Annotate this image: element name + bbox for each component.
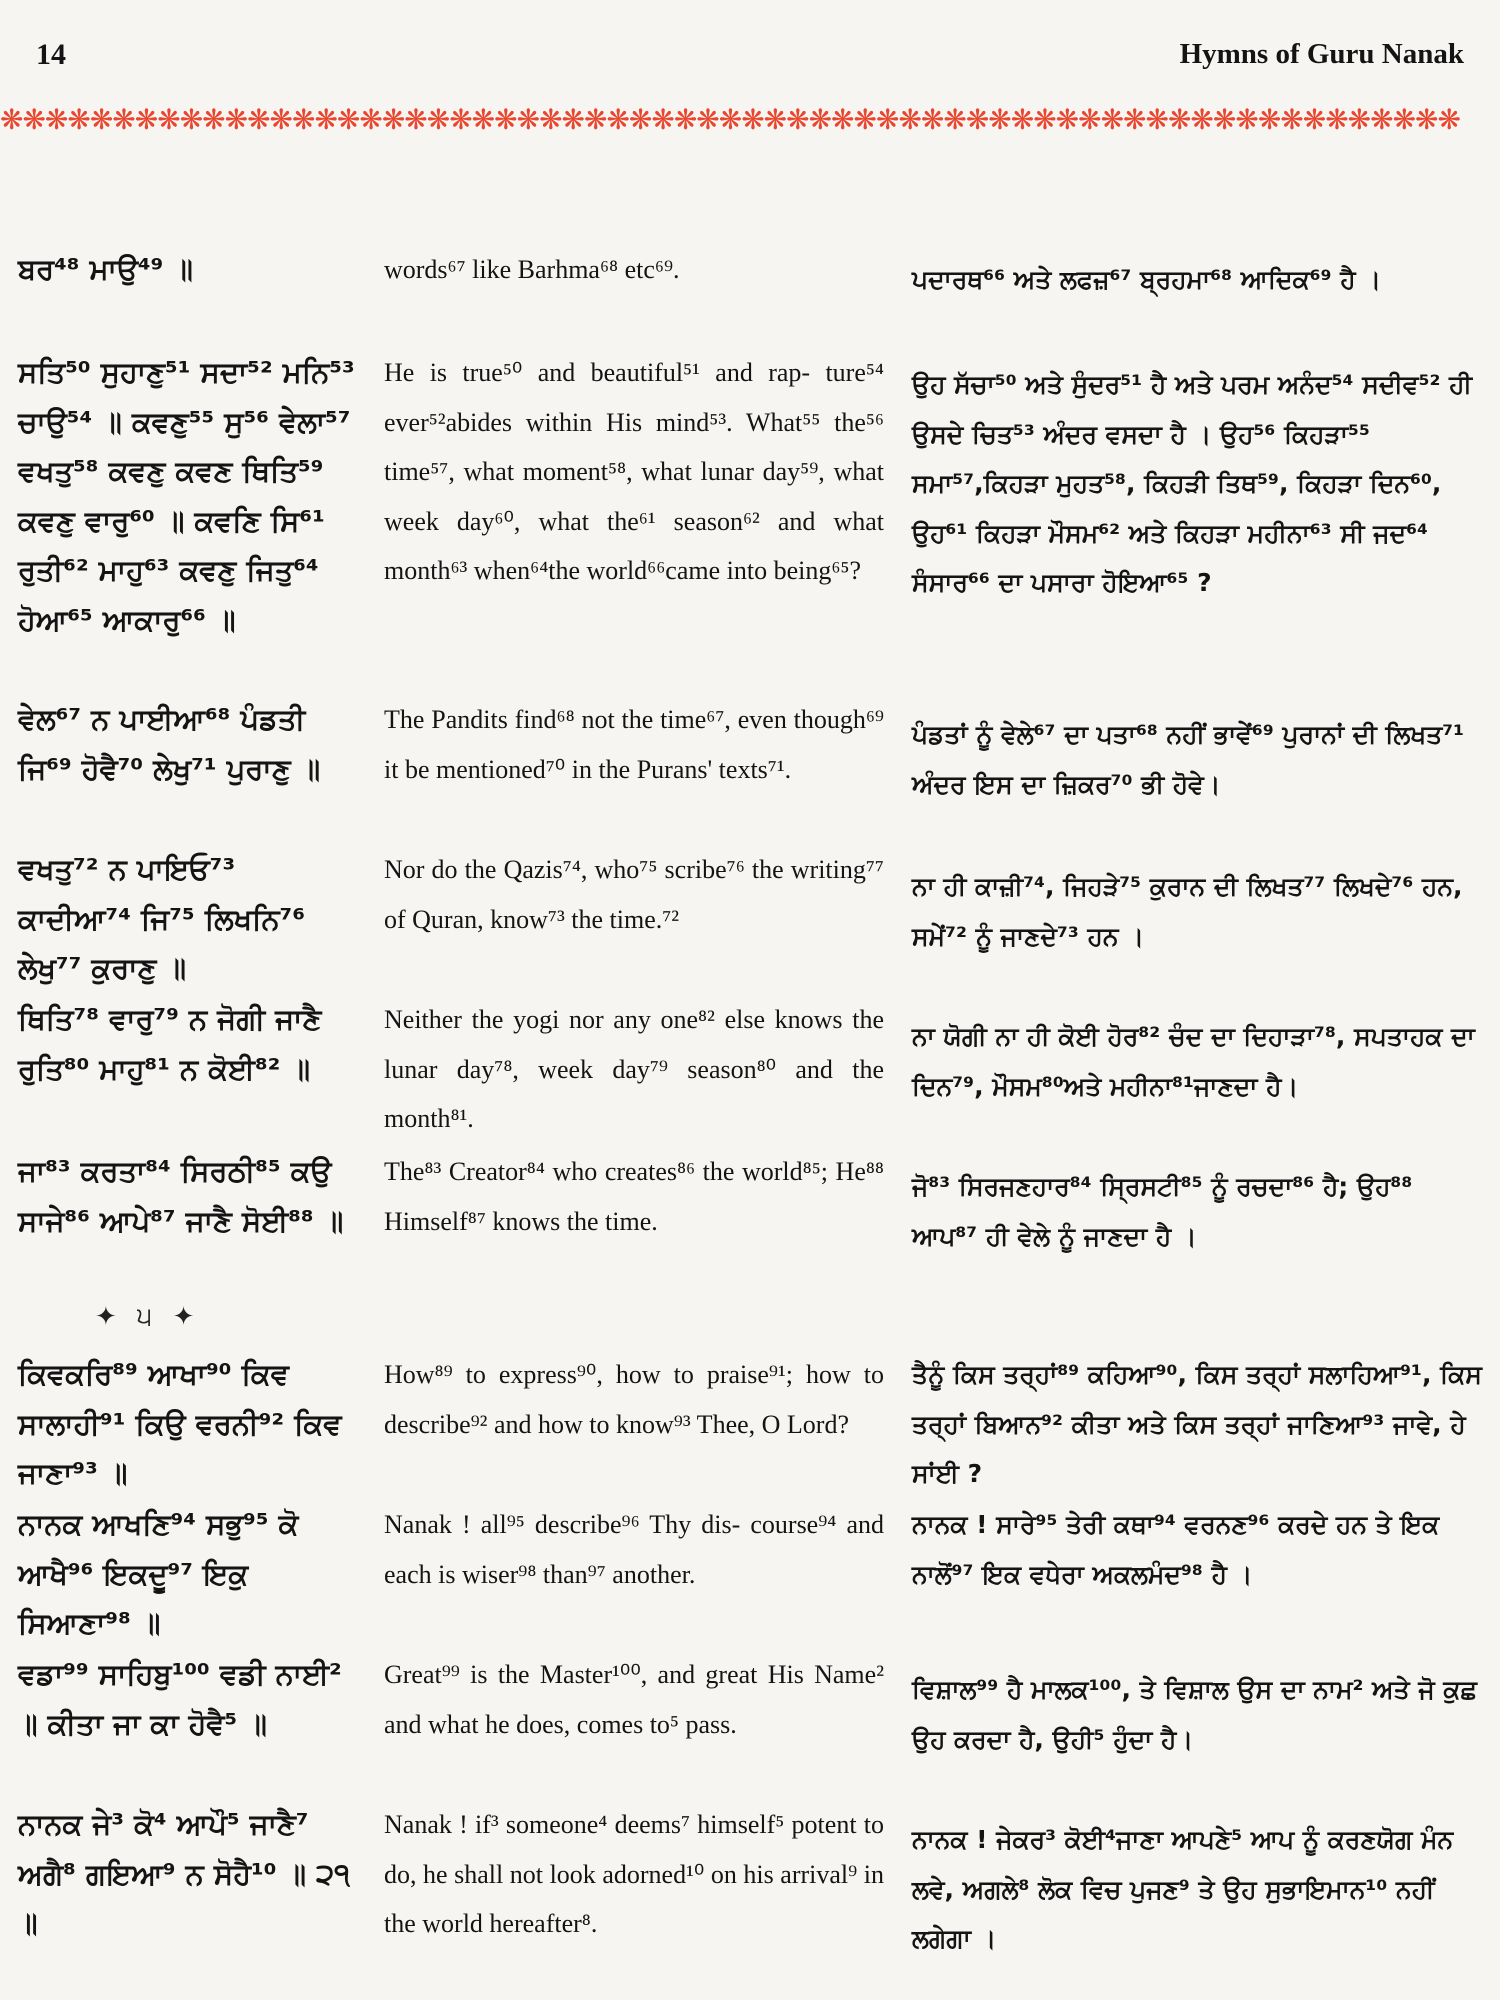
gurmukhi-verse: ਕਿਵਕਰਿ⁸⁹ ਆਖਾ⁹⁰ ਕਿਵ ਸਾਲਾਹੀ⁹¹ ਕਿਉ ਵਰਨੀ⁹² ਕਿਵ ਜਾਣਾ⁹³ ॥ (18, 1357, 342, 1490)
punjabi-explanation: ਪਦਾਰਥ⁶⁶ ਅਤੇ ਲਫਜ਼⁶⁷ ਬ੍ਰਹਮਾ⁶⁸ ਆਦਿਕ⁶⁹ ਹੈ । (912, 265, 1382, 294)
punjabi-explanation: ਤੈਨੂੰ ਕਿਸ ਤਰ੍ਹਾਂ⁸⁹ ਕਹਿਆ⁹⁰, ਕਿਸ ਤਰ੍ਹਾਂ ਸਲਾਹਿਆ⁹¹, ਕਿਸ ਤਰ੍ਹਾਂ ਬਿਆਨ⁹² ਕੀਤਾ ਅਤੇ ਕਿਸ ਤਰ੍ਹਾਂ ਜਾਣਿਆ⁹³ ਜਾਵੇ, ਹੇ ਸਾਂਈ ? (912, 1360, 1482, 1488)
punjabi-explanation: ਨਾਨਕ ! ਜੇਕਰ³ ਕੋਈ⁴ਜਾਣਾ ਆਪਣੇ⁵ ਆਪ ਨੂੰ ਕਰਣਯੋਗ ਮੰਨ ਲਵੇ, ਅਗਲੇ⁸ ਲੋਕ ਵਿਚ ਪੁਜਣ⁹ ਤੇ ਉਹ ਸੁਭਾਇਮਾਨ¹⁰ ਨਹੀਂ ਲਗੇਗਾ । (912, 1825, 1454, 1953)
gurmukhi-verse: ਵੇਲ⁶⁷ ਨ ਪਾਈਆ⁶⁸ ਪੰਡਤੀ ਜਿ⁶⁹ ਹੋਵੈ⁷⁰ ਲੇਖੁ⁷¹ ਪੁਰਾਣੁ ॥ (18, 702, 321, 786)
running-title: Hymns of Guru Nanak (1179, 38, 1464, 70)
gurmukhi-verse: ਬਰ⁴⁸ ਮਾਉ⁴⁹ ॥ (18, 252, 193, 286)
english-translation: The Pandits find⁶⁸ not the time⁶⁷, even though⁶⁹ it be mentioned⁷⁰ in the Purans' texts⁷¹. (384, 705, 884, 784)
english-translation: The⁸³ Creator⁸⁴ who creates⁸⁶ the world⁸⁵; He⁸⁸ Himself⁸⁷ knows the time. (384, 1157, 884, 1236)
gurmukhi-verse: ਨਾਨਕ ਜੇ³ ਕੋ⁴ ਆਪੌ⁵ ਜਾਣੈ⁷ ਅਗੈ⁸ ਗਇਆ⁹ ਨ ਸੋਹੈ¹⁰ ॥ ੨੧ ॥ (18, 1807, 350, 1940)
gurmukhi-verse: ਵਖਤੁ⁷² ਨ ਪਾਇਓ⁷³ ਕਾਦੀਆ⁷⁴ ਜਿ⁷⁵ ਲਿਖਨਿ⁷⁶ ਲੇਖੁ⁷⁷ ਕੁਰਾਣੁ ॥ (18, 852, 306, 985)
punjabi-explanation: ਨਾ ਹੀ ਕਾਜ਼ੀ⁷⁴, ਜਿਹੜੇ⁷⁵ ਕੁਰਾਨ ਦੀ ਲਿਖਤ⁷⁷ ਲਿਖਦੇ⁷⁶ ਹਨ, ਸਮੇਂ⁷² ਨੂੰ ਜਾਣਦੇ⁷³ ਹਨ । (912, 872, 1463, 951)
page-header (36, 38, 1464, 78)
english-translation: Nanak ! if³ someone⁴ deems⁷ himself⁵ potent to do, he shall not look adorned¹⁰ on his arrival⁹ in the world hereafter⁸. (384, 1810, 884, 1938)
gurmukhi-verse: ਥਿਤਿ⁷⁸ ਵਾਰੁ⁷⁹ ਨ ਜੋਗੀ ਜਾਣੈ ਰੁਤਿ⁸⁰ ਮਾਹੁ⁸¹ ਨ ਕੋਈ⁸² ॥ (18, 1002, 322, 1086)
gurmukhi-verse: ਜਾ⁸³ ਕਰਤਾ⁸⁴ ਸਿਰਠੀ⁸⁵ ਕਉ ਸਾਜੇ⁸⁶ ਆਪੇ⁸⁷ ਜਾਣੈ ਸੋਈ⁸⁸ ॥ (18, 1154, 344, 1238)
english-translation: How⁸⁹ to express⁹⁰, how to praise⁹¹; how to describe⁹² and how to know⁹³ Thee, O Lord? (384, 1360, 884, 1439)
punjabi-explanation: ਵਿਸ਼ਾਲ⁹⁹ ਹੈ ਮਾਲਕ¹⁰⁰, ਤੇ ਵਿਸ਼ਾਲ ਉਸ ਦਾ ਨਾਮ² ਅਤੇ ਜੋ ਕੁਛ ਉਹ ਕਰਦਾ ਹੈ, ਉਹੀ⁵ ਹੁੰਦਾ ਹੈ। (912, 1675, 1477, 1754)
punjabi-explanation: ਪੰਡਤਾਂ ਨੂੰ ਵੇਲੇ⁶⁷ ਦਾ ਪਤਾ⁶⁸ ਨਹੀਂ ਭਾਵੇਂ⁶⁹ ਪੁਰਾਨਾਂ ਦੀ ਲਿਖਤ⁷¹ ਅੰਦਰ ਇਸ ਦਾ ਜ਼ਿਕਰ⁷⁰ ਭੀ ਹੋਵੇ। (912, 720, 1465, 799)
punjabi-explanation: ਜੋ⁸³ ਸਿਰਜਣਹਾਰ⁸⁴ ਸ੍ਰਿਸਟੀ⁸⁵ ਨੂੰ ਰਚਦਾ⁸⁶ ਹੈ; ਉਹ⁸⁸ ਆਪ⁸⁷ ਹੀ ਵੇਲੇ ਨੂੰ ਜਾਣਦਾ ਹੈ । (912, 1172, 1413, 1251)
page-number: 14 (36, 38, 66, 71)
english-translation: words⁶⁷ like Barhma⁶⁸ etc⁶⁹. (384, 255, 680, 284)
english-translation: Nanak ! all⁹⁵ describe⁹⁶ Thy dis- course⁹⁴ and each is wiser⁹⁸ than⁹⁷ another. (384, 1510, 884, 1589)
english-translation: Great⁹⁹ is the Master¹⁰⁰, and great His Name² and what he does, comes to⁵ pass. (384, 1660, 884, 1739)
gurmukhi-verse: ਸਤਿ⁵⁰ ਸੁਹਾਣੁ⁵¹ ਸਦਾ⁵² ਮਨਿ⁵³ ਚਾਉ⁵⁴ ॥ ਕਵਣੁ⁵⁵ ਸੁ⁵⁶ ਵੇਲਾ⁵⁷ ਵਖਤੁ⁵⁸ ਕਵਣੁ ਕਵਣ ਥਿਤਿ⁵⁹ ਕਵਣੁ ਵਾਰੁ⁶⁰ ॥ ਕਵਣਿ ਸਿ⁶¹ ਰੁਤੀ⁶² ਮਾਹੁ⁶³ ਕਵਣੁ ਜਿਤੁ⁶⁴ ਹੋਆ⁶⁵ ਆਕਾਰੁ⁶⁶ ॥ (18, 355, 355, 637)
english-translation: Nor do the Qazis⁷⁴, who⁷⁵ scribe⁷⁶ the writing⁷⁷ of Quran, know⁷³ the time.⁷² (384, 855, 884, 934)
punjabi-explanation: ਉਹ ਸੱਚਾ⁵⁰ ਅਤੇ ਸੁੰਦਰ⁵¹ ਹੈ ਅਤੇ ਪਰਮ ਅਨੰਦ⁵⁴ ਸਦੀਵ⁵² ਹੀ ਉਸਦੇ ਚਿਤ⁵³ ਅੰਦਰ ਵਸਦਾ ਹੈ । ਉਹ⁵⁶ ਕਿਹੜਾ⁵⁵ ਸਮਾ⁵⁷,ਕਿਹੜਾ ਮੁਹਤ⁵⁸, ਕਿਹੜੀ ਤਿਥ⁵⁹, ਕਿਹੜਾ ਦਿਨ⁶⁰, ਉਹ⁶¹ ਕਿਹੜਾ ਮੌਸਮ⁶² ਅਤੇ ਕਿਹੜਾ ਮਹੀਨਾ⁶³ ਸੀ ਜਦ⁶⁴ ਸੰਸਾਰ⁶⁶ ਦਾ ਪਸਾਰਾ ਹੋਇਆ⁶⁵ ? (912, 370, 1473, 597)
punjabi-explanation: ਨਾਨਕ ! ਸਾਰੇ⁹⁵ ਤੇਰੀ ਕਥਾ⁹⁴ ਵਰਨਣ⁹⁶ ਕਰਦੇ ਹਨ ਤੇ ਇਕ ਨਾਲੋਂ⁹⁷ ਇਕ ਵਧੇਰਾ ਅਕਲਮੰਦ⁹⁸ ਹੈ । (912, 1510, 1440, 1589)
gurmukhi-verse: ਨਾਨਕ ਆਖਣਿ⁹⁴ ਸਭੁ⁹⁵ ਕੋ ਆਖੈ⁹⁶ ਇਕਦੂ⁹⁷ ਇਕੁ ਸਿਆਣਾ⁹⁸ ॥ (18, 1507, 299, 1640)
section-separator: ✦ ੫ ✦ (95, 1302, 201, 1332)
ornamental-border: ❋❋❋❋❋❋❋❋❋❋❋❋❋❋❋❋❋❋❋❋❋❋❋❋❋❋❋❋❋❋❋❋❋❋❋❋❋❋❋❋❋❋❋❋❋❋❋❋❋❋❋❋❋❋❋❋❋❋❋❋❋❋❋❋❋ (0, 103, 1460, 136)
gurmukhi-verse: ਵਡਾ⁹⁹ ਸਾਹਿਬੁ¹⁰⁰ ਵਡੀ ਨਾਈ² ॥ ਕੀਤਾ ਜਾ ਕਾ ਹੋਵੈ⁵ ॥ (18, 1657, 342, 1741)
english-translation: He is true⁵⁰ and beautiful⁵¹ and rap- ture⁵⁴ ever⁵²abides within His mind⁵³. What⁵⁵ the⁵⁶ time⁵⁷, what moment⁵⁸, what lunar day⁵⁹, what week day⁶⁰, what the⁶¹ season⁶² and what month⁶³ when⁶⁴the world⁶⁶came into being⁶⁵? (384, 358, 884, 585)
english-translation: Neither the yogi nor any one⁸² else knows the lunar day⁷⁸, week day⁷⁹ season⁸⁰ and the month⁸¹. (384, 1005, 884, 1133)
punjabi-explanation: ਨਾ ਯੋਗੀ ਨਾ ਹੀ ਕੋਈ ਹੋਰ⁸² ਚੰਦ ਦਾ ਦਿਹਾੜਾ⁷⁸, ਸਪਤਾਹਕ ਦਾ ਦਿਨ⁷⁹, ਮੌਸਮ⁸⁰ਅਤੇ ਮਹੀਨਾ⁸¹ਜਾਣਦਾ ਹੈ। (912, 1022, 1475, 1101)
